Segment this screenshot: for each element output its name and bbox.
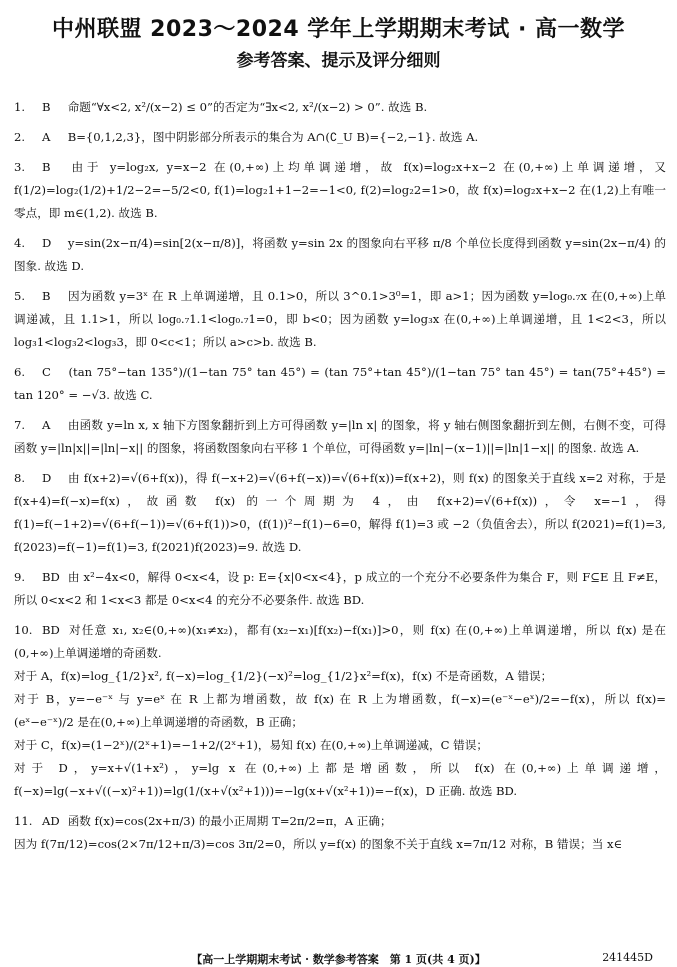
answer-item-8 [14,467,670,559]
page-title: 中州联盟 2023～2024 学年上学期期末考试 · 高一数学 [52,17,625,42]
item-answer: D [42,471,52,485]
answer-item-5 [14,285,670,354]
item-number: 4. [14,236,26,250]
item-number: 3. [14,160,26,174]
item-explanation: 由 x²−4x<0，解得 0<x<4，设 p: E={x|0<x<4}，p 成立的一个充分不必要条件为集合 F，则 F⊆E 且 F≠E，所以 0<x<2 和 1<x<3 都是 0<x<4 的充分不必要条件. 故选 BD. [14,570,666,607]
item-answer: D [42,236,52,250]
answer-list [14,96,670,863]
item-answer: A [42,130,51,144]
item-answer: B [42,160,51,174]
item-number: 2. [14,130,26,144]
item-explanation: y=sin(2x−π/4)=sin[2(x−π/8)]，将函数 y=sin 2x 的图象向右平移 π/8 个单位长度得到函数 y=sin(2x−π/4) 的图象. 故选 D. [14,236,666,273]
item-number: 11. [14,814,33,828]
item-answer: C [42,365,51,379]
item-explanation: 因为函数 y=3ˣ 在 R 上单调递增，且 0.1>0，所以 3^0.1>3⁰=1，即 a>1；因为函数 y=log₀.₇x 在(0,+∞)上单调递减，且 1.1>1，所以 log₀.₇1.1<log₀.₇1=0，即 b<0；因为函数 y=log₃x 在(0,+∞)上单调递增，且 1<2<3，所以 log₃1<log₃2<log₃3，即 0<c<1；所以 a>c>b. 故选 B. [14,289,670,349]
item-explanation: 对任意 x₁, x₂∈(0,+∞)(x₁≠x₂)，都有(x₂−x₁)[f(x₂)−f(x₁)]>0，则 f(x) 在(0,+∞)上单调递增，所以 f(x) 是在(0,+∞)上单调递增的奇函数. 对于 A，f(x)=log_{1/2}x², f(−x)=log_{1/2}(−x)²=log_{1/2}x²=f(x)，f(x) 不是奇函数，A 错误； 对于 B，y=−e⁻ˣ 与 y=eˣ 在 R 上都为增函数，故 f(x) 在 R 上为增函数，f(−x)=(e⁻ˣ−eˣ)/2=−f(x)，所以 f(x)=(eˣ−e⁻ˣ)/2 是在(0,+∞)上单调递增的奇函数，B 正确； 对于 C，f(x)=(1−2ˣ)/(2ˣ+1)=−1+2/(2ˣ+1)，易知 f(x) 在(0,+∞)上单调递减，C 错误； 对于 D，y=x+√(1+x²)，y=lg x 在(0,+∞)上都是增函数，所以 f(x) 在(0,+∞)上单调递增，f(−x)=lg(−x+√((−x)²+1))=lg(1/(x+√(x²+1)))=−lg(x+√(x²+1))=−f(x)，D 正确. 故选 BD. [14,623,666,798]
page-subtitle: 参考答案、提示及评分细则 [236,51,441,71]
footer-doc-code: 241445D [602,951,653,964]
answer-item-11 [14,810,666,856]
answer-item-7 [14,414,666,460]
item-explanation: 函数 f(x)=cos(2x+π/3) 的最小正周期 T=2π/2=π，A 正确； 因为 f(7π/12)=cos(2×7π/12+π/3)=cos 3π/2=0，所以 y=f(x) 的图象不关于直线 x=7π/12 对称，B 错误；当 x∈ [14,814,623,851]
item-answer: B [42,100,51,114]
item-explanation: 由于 y=log₂x, y=x−2 在(0,+∞)上均单调递增，故 f(x)=log₂x+x−2 在(0,+∞)上单调递增，又 f(1/2)=log₂(1/2)+1/2−2=−5/2<0, f(1)=log₂1+1−2=−1<0, f(2)=log₂2=1>0，故 f(x)=log₂x+x−2 在(1,2)上有唯一零点，即 m∈(1,2). 故选 B. [14,160,670,220]
item-number: 7. [14,418,26,432]
item-answer: A [42,418,51,432]
answer-item-10 [14,619,666,803]
item-number: 9. [14,570,26,584]
item-explanation: 由函数 y=ln x, x 轴下方图象翻折到上方可得函数 y=|ln x| 的图象，将 y 轴右侧图象翻折到左侧，右侧不变，可得函数 y=|ln|x||=|ln|−x|| 的图象，将函数图象向右平移 1 个单位，可得函数 y=|ln|−(x−1)||=|ln|1−x|| 的图象. 故选 A. [14,418,666,455]
item-number: 6. [14,365,26,379]
item-explanation: (tan 75°−tan 135°)/(1−tan 75° tan 45°) = (tan 75°+tan 45°)/(1−tan 75° tan 45°) = tan(75°+45°) = tan 120° = −√3. 故选 C. [14,365,670,402]
item-answer: BD [42,623,60,637]
item-explanation: 由 f(x+2)=√(6+f(x))，得 f(−x+2)=√(6+f(−x))=√(6+f(x))=f(x+2)，则 f(x) 的图象关于直线 x=2 对称，于是 f(x+4)=f(−x)=f(x)，故函数 f(x) 的一个周期为 4，由 f(x+2)=√(6+f(x))，令 x=−1，得 f(1)=f(−1+2)=√(6+f(−1))=√(6+f(1))>0，(f(1))²−f(1)−6=0，解得 f(1)=3 或 −2（负值舍去），所以 f(2021)=f(1)=3, f(2023)=f(−1)=f(1)=3, f(2021)f(2023)=9. 故选 D. [14,471,670,554]
answer-item-2 [14,126,666,149]
answer-item-1 [14,96,666,119]
item-explanation: 命题“∀x<2, x²/(x−2) ≤ 0”的否定为“∃x<2, x²/(x−2) > 0”. 故选 B. [67,100,428,114]
item-number: 1. [14,100,26,114]
item-answer: BD [42,570,60,584]
answer-item-4 [14,232,666,278]
item-number: 10. [14,623,33,637]
answer-item-9 [14,566,666,612]
item-answer: AD [42,814,60,828]
item-answer: B [42,289,51,303]
item-explanation: B={0,1,2,3}，图中阴影部分所表示的集合为 A∩(∁_U B)={−2,−1}. 故选 A. [67,130,479,144]
item-number: 5. [14,289,26,303]
footer-page-info: 【高一上学期期末考试 · 数学参考答案 第 1 页(共 4 页)】 [191,953,486,966]
item-number: 8. [14,471,26,485]
answer-item-3 [14,156,670,225]
answer-item-6 [14,361,670,407]
